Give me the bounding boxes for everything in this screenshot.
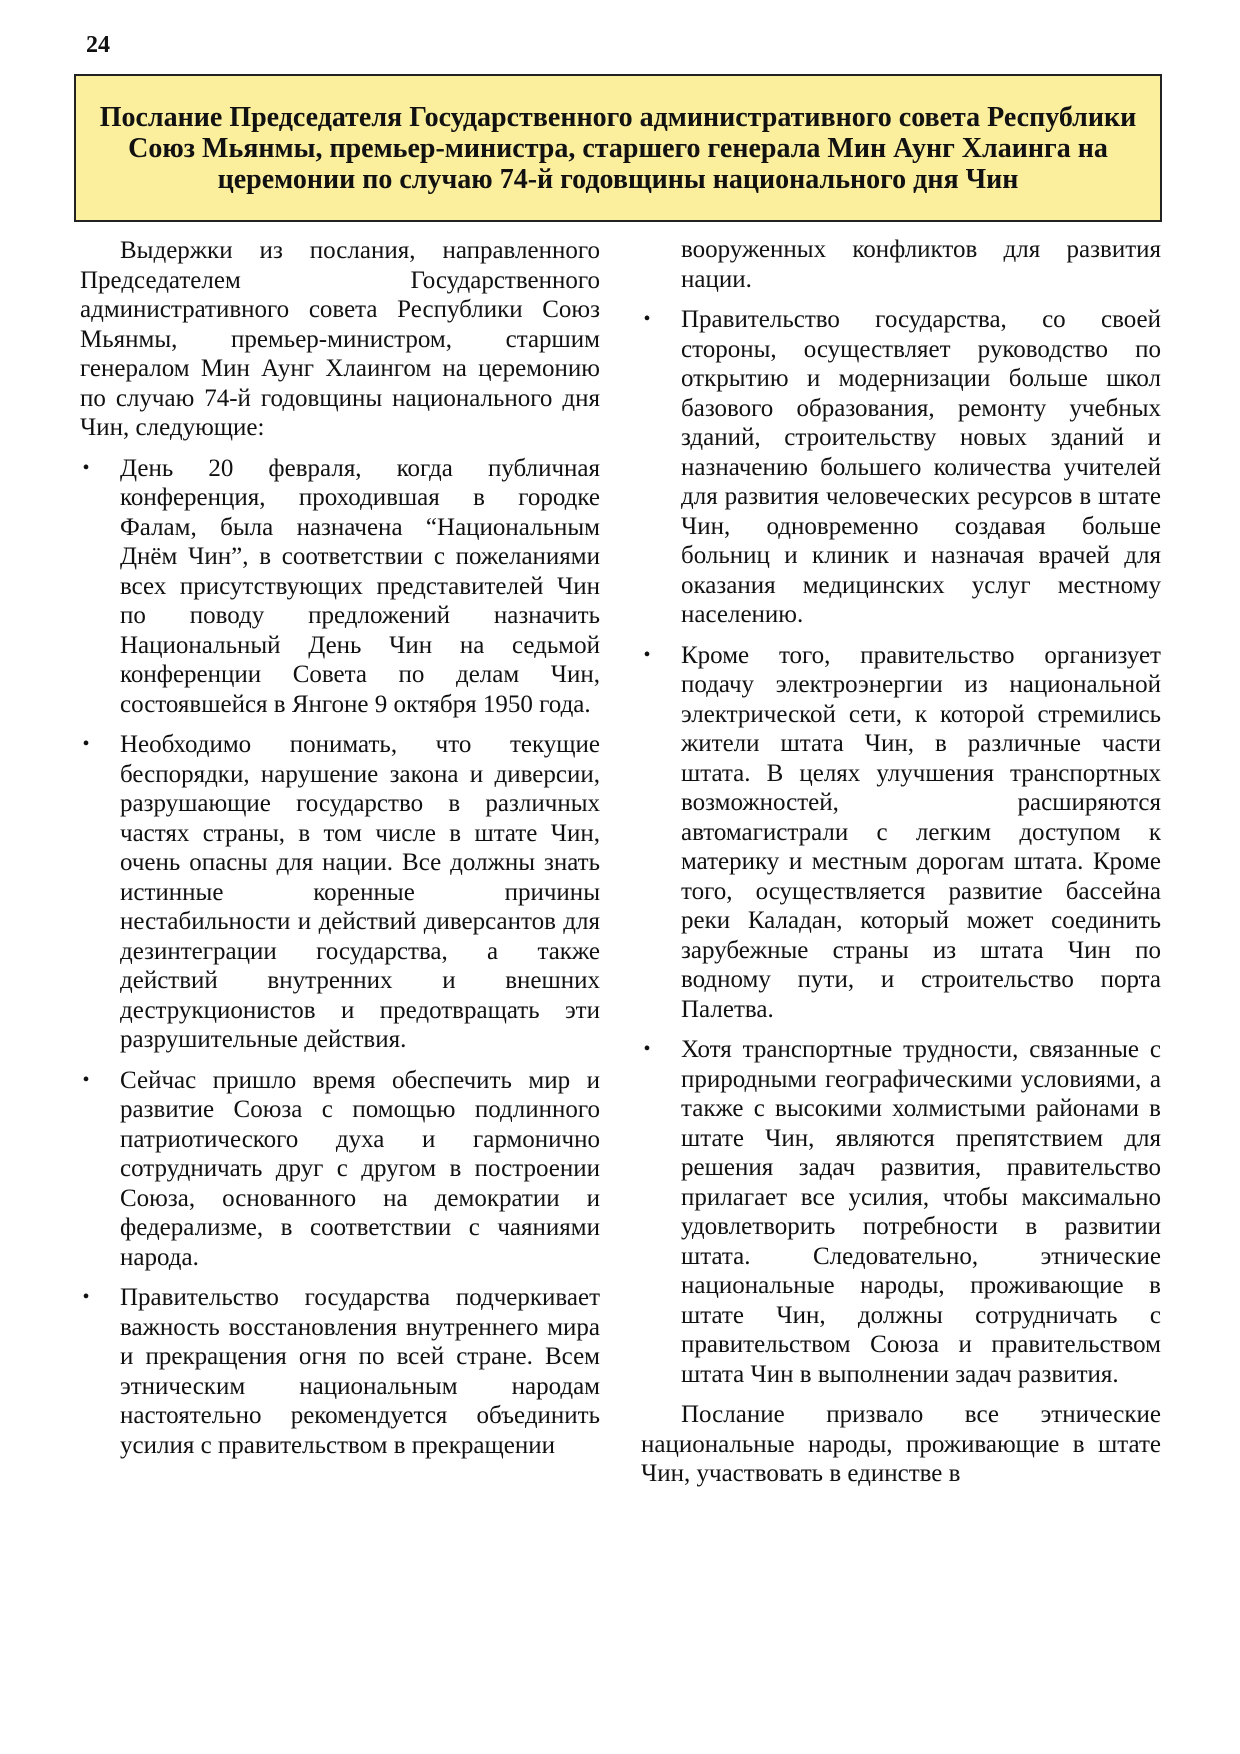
list-item-text: День 20 февраля, когда публичная конференция, проходившая в городке Фалам, была назначена “Национальным Днём Чин”, в соответствии с пожеланиями всех присутствующих представителей Чин по поводу предложений назначить Национальный День Чин на седьмой конференции Совета по делам Чин, состоявшейся в Янгоне 9 октября 1950 года. <box>120 454 600 718</box>
list-item <box>80 454 600 720</box>
continued-text: вооруженных конфликтов для развития нации. <box>681 236 1161 293</box>
list-item <box>641 641 1161 1025</box>
left-column <box>80 236 600 1460</box>
headline: Послание Председателя Государственного административного совета Республики Союз Мьянмы, премьер-министра, старшего генерала Мин Аунг Хлаинга на церемонии по случаю 74-й годовщины национального дня Чин <box>99 101 1137 195</box>
list-item-text: Сейчас пришло время обеспечить мир и развитие Союза с помощью подлинного патриотического духа и гармонично сотрудничать друг с другом в построении Союза, основанного на демократии и федерализме, в соответствии с чаяниями народа. <box>120 1066 600 1271</box>
bullet-icon: • <box>82 456 90 479</box>
intro-paragraph: Выдержки из послания, направленного Председателем Государственного административного совета Республики Союз Мьянмы, премьер-министром, старшим генералом Мин Аунг Хлаингом на церемонию по случаю 74-й годовщины национального дня Чин, следующие: <box>80 237 600 441</box>
right-column <box>641 235 1161 1489</box>
list-item-text: Хотя транспортные трудности, связанные с природными географическими условиями, а также с высокими холмистыми районами в штате Чин, являются препятствием для решения задач развития, правительство прилагает все усилия, чтобы максимально удовлетворить потребности в развитии штата. Следовательно, этнические национальные народы, проживающие в штате Чин, должны сотрудничать с правительством Союза и правительством штата Чин в выполнении задач развития. <box>681 1036 1161 1388</box>
list-item-text: Кроме того, правительство организует подачу электроэнергии из национальной электрической сети, к которой стремились жители штата Чин, в различные части штата. В целях улучшения транспортных возможностей, расширяются автомагистрали с легким доступом к материку и местным дорогам штата. Кроме того, осуществляется развитие бассейна реки Каладан, который может соединить зарубежные страны из штата Чин по водному пути, и строительство порта Палетва. <box>681 641 1161 1023</box>
bullet-icon: • <box>82 1286 90 1308</box>
right-bullet-list <box>641 305 1161 1389</box>
bullet-icon: • <box>82 733 90 755</box>
list-item-text: Правительство государства, со своей стороны, осуществляет руководство по открытию и модернизации больше школ базового образования, ремонту учебных зданий, строительству новых зданий и назначению большего количества учителей для развития человеческих ресурсов в штате Чин, одновременно создавая больше больниц и клиник и назначая врачей для оказания медицинских услуг местному населению. <box>681 306 1161 628</box>
list-item <box>641 1035 1161 1389</box>
list-item-text: Необходимо понимать, что текущие беспорядки, нарушение закона и диверсии, разрушающие государство в различных частях страны, в том числе в штате Чин, очень опасны для нации. Все должны знать истинные коренные причины нестабильности и действий диверсантов для дезинтеграции государства, а также действий внутренних и внешних деструкционистов и предотвращать эти разрушительные действия. <box>120 731 600 1053</box>
list-item <box>80 1283 600 1460</box>
bullet-icon: • <box>82 1068 90 1091</box>
list-item <box>80 1066 600 1273</box>
closing-paragraph: Послание призвало все этнические национальные народы, проживающие в штате Чин, участвовать в единстве в <box>641 1401 1161 1487</box>
list-item <box>641 305 1161 630</box>
page-number: 24 <box>86 32 110 58</box>
headline-box <box>74 74 1162 222</box>
bullet-icon: • <box>643 308 651 330</box>
list-item-text: Правительство государства подчеркивает важность восстановления внутреннего мира и прекращения огня по всей стране. Всем этническим национальным народам настоятельно рекомендуется объединить усилия с правительством в прекращении <box>120 1284 600 1459</box>
left-bullet-list <box>80 454 600 1461</box>
list-item <box>80 730 600 1055</box>
bullet-icon: • <box>643 643 651 666</box>
bullet-icon: • <box>643 1038 651 1060</box>
